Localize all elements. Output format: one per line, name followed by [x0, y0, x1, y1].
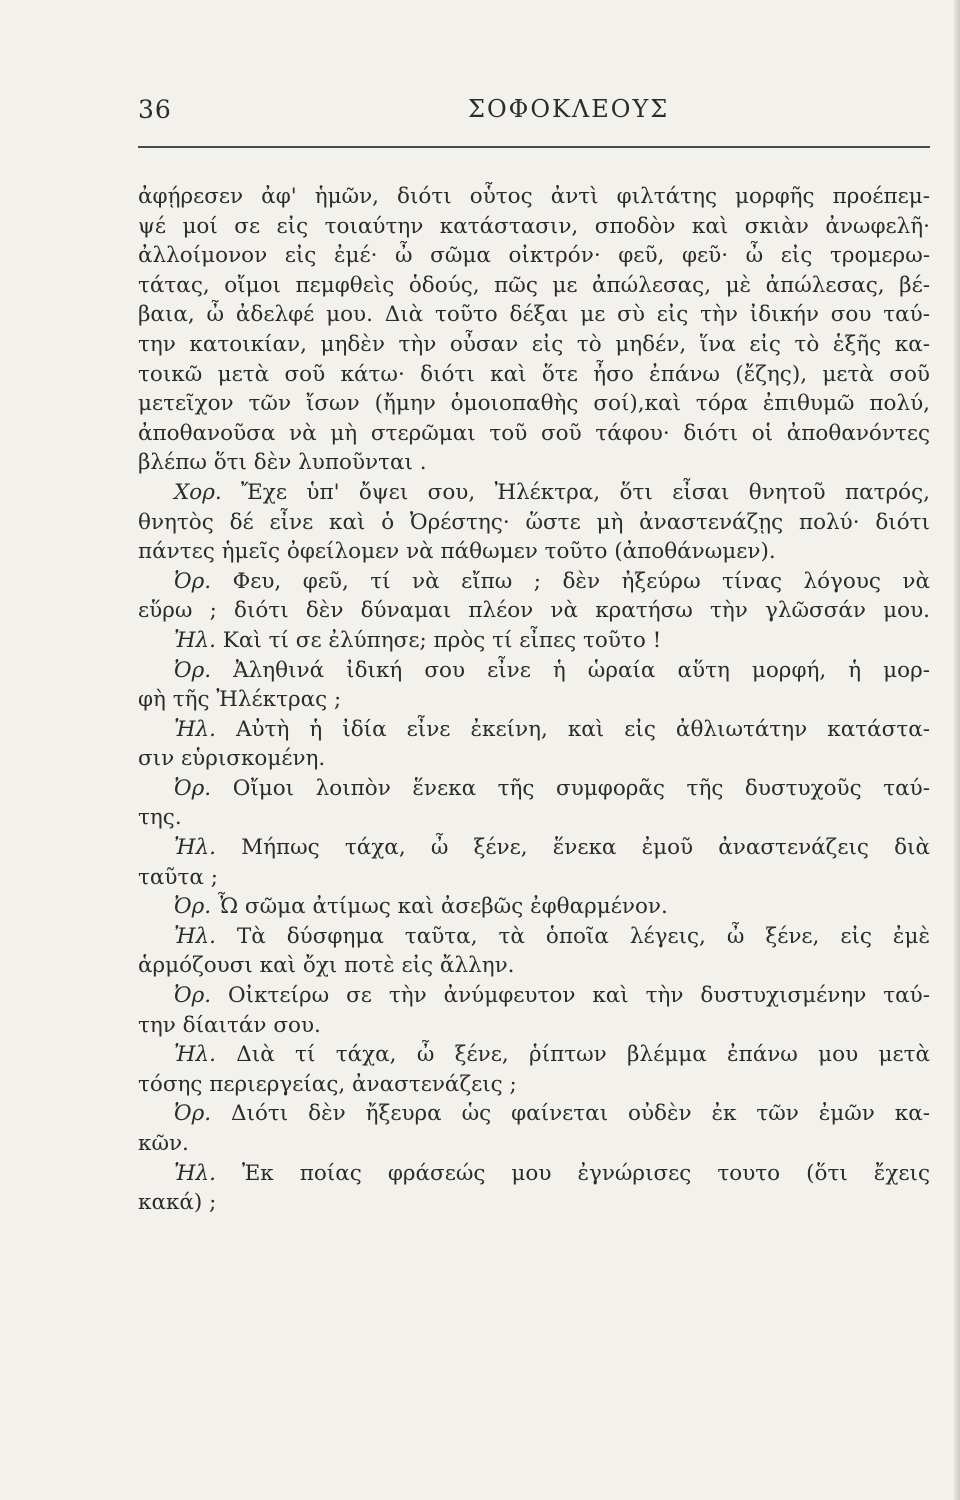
- speaker-label: Ὀρ.: [174, 568, 233, 594]
- text-line: [138, 803, 930, 833]
- text-line: [138, 922, 930, 952]
- text-line: [138, 567, 930, 597]
- line-text: κῶν.: [138, 1131, 189, 1156]
- body-text: [138, 182, 930, 1218]
- text-line: [138, 1188, 930, 1218]
- running-title: ΣΟΦΟΚΛΕΟΥΣ: [468, 95, 670, 123]
- text-line: [138, 448, 930, 478]
- line-text: ἁρμόζουσι καὶ ὄχι ποτὲ εἰς ἄλλην.: [138, 953, 515, 979]
- line-text: της.: [138, 805, 182, 831]
- speaker-label: Ἠλ.: [174, 627, 223, 653]
- line-text: την κατοικίαν, μηδὲν τὴν οὖσαν εἰς τὸ μηδέν, ἵνα εἰς τὸ ἑξῆς κα-: [138, 331, 930, 357]
- text-line: [138, 1159, 930, 1189]
- text-line: [138, 389, 930, 419]
- speaker-label: Ἠλ.: [174, 923, 237, 949]
- line-text: Μήπως τάχα, ὦ ξένε, ἕνεκα ἐμοῦ ἀναστενάζεις διὰ: [241, 835, 930, 861]
- speaker-label: Ἠλ.: [174, 1042, 237, 1068]
- speaker-label: Ὀρ.: [174, 1101, 232, 1127]
- text-line: [138, 478, 930, 508]
- line-text: εὕρω ; διότι δὲν δύναμαι πλέον νὰ κρατήσω τὴν γλῶσσάν μου.: [138, 598, 930, 624]
- page-edge-shadow: [954, 0, 960, 1500]
- line-text: Φευ, φεῦ, τί νὰ εἴπω ; δὲν ἠξεύρω τίνας λόγους νὰ: [232, 568, 930, 594]
- line-text: τάτας, οἴμοι πεμφθεὶς ὁδούς, πῶς με ἀπώλεσας, μὲ ἀπώλεσας, βέ-: [138, 272, 930, 298]
- text-line: [138, 1040, 930, 1070]
- header-rule: [138, 146, 930, 148]
- text-line: [138, 656, 930, 686]
- line-text: Καὶ τί σε ἐλύπησε; πρὸς τί εἶπες τοῦτο !: [222, 627, 662, 653]
- line-text: Διότι δὲν ἤξευρα ὡς φαίνεται οὐδὲν ἐκ τῶν ἐμῶν κα-: [231, 1101, 930, 1127]
- speaker-label: Ὀρ.: [174, 775, 233, 801]
- text-line: [138, 537, 930, 567]
- line-text: ἀφῄρεσεν ἀφ' ἡμῶν, διότι οὗτος ἀντὶ φιλτάτης μορφῆς προέπεμ-: [138, 184, 930, 209]
- text-line: [138, 715, 930, 745]
- text-line: [138, 360, 930, 390]
- text-line: [138, 1129, 930, 1159]
- text-line: [138, 774, 930, 804]
- text-line: [138, 300, 930, 330]
- speaker-label: Ὀρ.: [174, 657, 234, 683]
- text-line: [138, 182, 930, 212]
- text-line: [138, 508, 930, 538]
- line-text: φὴ τῆς Ἠλέκτρας ;: [138, 687, 342, 713]
- speaker-label: Ὀρ.: [174, 894, 218, 920]
- line-text: θνητὸς δέ εἶνε καὶ ὁ Ὀρέστης· ὥστε μὴ ἀναστενάζῃς πολύ· διότι: [138, 509, 930, 535]
- line-text: τοικῶ μετὰ σοῦ κάτω· διότι καὶ ὅτε ἦσο ἐπάνω (ἔζης), μετὰ σοῦ: [138, 361, 930, 387]
- line-text: Τὰ δύσφημα ταῦτα, τὰ ὁποῖα λέγεις, ὦ ξένε, εἰς ἐμὲ: [236, 923, 930, 949]
- line-text: Οἰκτείρω σε τὴν ἀνύμφευτον καὶ τὴν δυστυχισμένην ταύ-: [228, 983, 930, 1009]
- line-text: ἀλλοίμονον εἰς ἐμέ· ὦ σῶμα οἰκτρόν· φεῦ, φεῦ· ὦ εἰς τρομερω-: [138, 243, 930, 269]
- text-line: [138, 1011, 930, 1041]
- line-text: Ἀληθινά ἰδική σου εἶνε ἡ ὡραία αὕτη μορφή, ἡ μορ-: [233, 657, 930, 683]
- text-line: [138, 1070, 930, 1100]
- line-text: μετεῖχον τῶν ἴσων (ἤμην ὁμοιοπαθὴς σοί),καὶ τόρα ἐπιθυμῶ πολύ,: [138, 391, 930, 417]
- line-text: τόσης περιεργείας, ἀναστενάζεις ;: [138, 1071, 517, 1097]
- text-line: [138, 212, 930, 242]
- speaker-label: Χορ.: [174, 479, 242, 505]
- text-line: [138, 951, 930, 981]
- line-text: βαια, ὦ ἀδελφέ μου. Διὰ τοῦτο δέξαι με σὺ εἰς τὴν ἰδικήν σου ταύ-: [138, 302, 930, 328]
- line-text: κακά) ;: [138, 1190, 217, 1216]
- page-number: 36: [138, 95, 172, 124]
- speaker-label: Ἠλ.: [174, 835, 242, 861]
- line-text: Ἔχε ὑπ' ὄψει σου, Ἠλέκτρα, ὅτι εἶσαι θνητοῦ πατρός,: [241, 479, 930, 505]
- text-line: [138, 596, 930, 626]
- line-text: βλέπω ὅτι δὲν λυποῦνται .: [138, 450, 427, 476]
- line-text: Ὦ σῶμα ἀτίμως καὶ ἀσεβῶς ἐφθαρμένον.: [217, 894, 668, 920]
- line-text: πάντες ἡμεῖς ὀφείλομεν νὰ πάθωμεν τοῦτο (ἀποθάνωμεν).: [138, 539, 776, 565]
- line-text: την δίαιτάν σου.: [138, 1012, 321, 1038]
- line-text: Διὰ τί τάχα, ὦ ξένε, ῥίπτων βλέμμα ἐπάνω μου μετὰ: [236, 1042, 930, 1068]
- line-text: ταῦτα ;: [138, 864, 218, 890]
- text-line: [138, 271, 930, 301]
- text-line: [138, 241, 930, 271]
- text-line: [138, 863, 930, 893]
- text-line: [138, 744, 930, 774]
- speaker-label: Ἠλ.: [174, 716, 236, 742]
- line-text: σιν εὑρισκομένη.: [138, 746, 326, 772]
- line-text: Αὐτὴ ἡ ἰδία εἶνε ἐκείνη, καὶ εἰς ἀθλιωτάτην κατάστα-: [235, 716, 930, 742]
- text-line: [138, 626, 930, 656]
- text-line: [138, 419, 930, 449]
- text-line: [138, 685, 930, 715]
- text-line: [138, 1099, 930, 1129]
- text-line: [138, 330, 930, 360]
- line-text: ψέ μοί σε εἰς τοιαύτην κατάστασιν, σποδὸν καὶ σκιὰν ἀνωφελῆ·: [138, 213, 930, 239]
- text-line: [138, 892, 930, 922]
- line-text: Οἴμοι λοιπὸν ἕνεκα τῆς συμφορᾶς τῆς δυστυχοῦς ταύ-: [232, 775, 930, 801]
- speaker-label: Ἠλ.: [174, 1160, 242, 1186]
- line-text: ἀποθανοῦσα νὰ μὴ στερῶμαι τοῦ σοῦ τάφου· διότι οἱ ἀποθανόντες: [138, 420, 930, 446]
- line-text: Ἐκ ποίας φράσεώς μου ἐγνώρισες τουτο (ὅτι ἔχεις: [241, 1160, 930, 1186]
- text-line: [138, 833, 930, 863]
- text-line: [138, 981, 930, 1011]
- speaker-label: Ὀρ.: [174, 983, 229, 1009]
- page-header: [138, 95, 938, 135]
